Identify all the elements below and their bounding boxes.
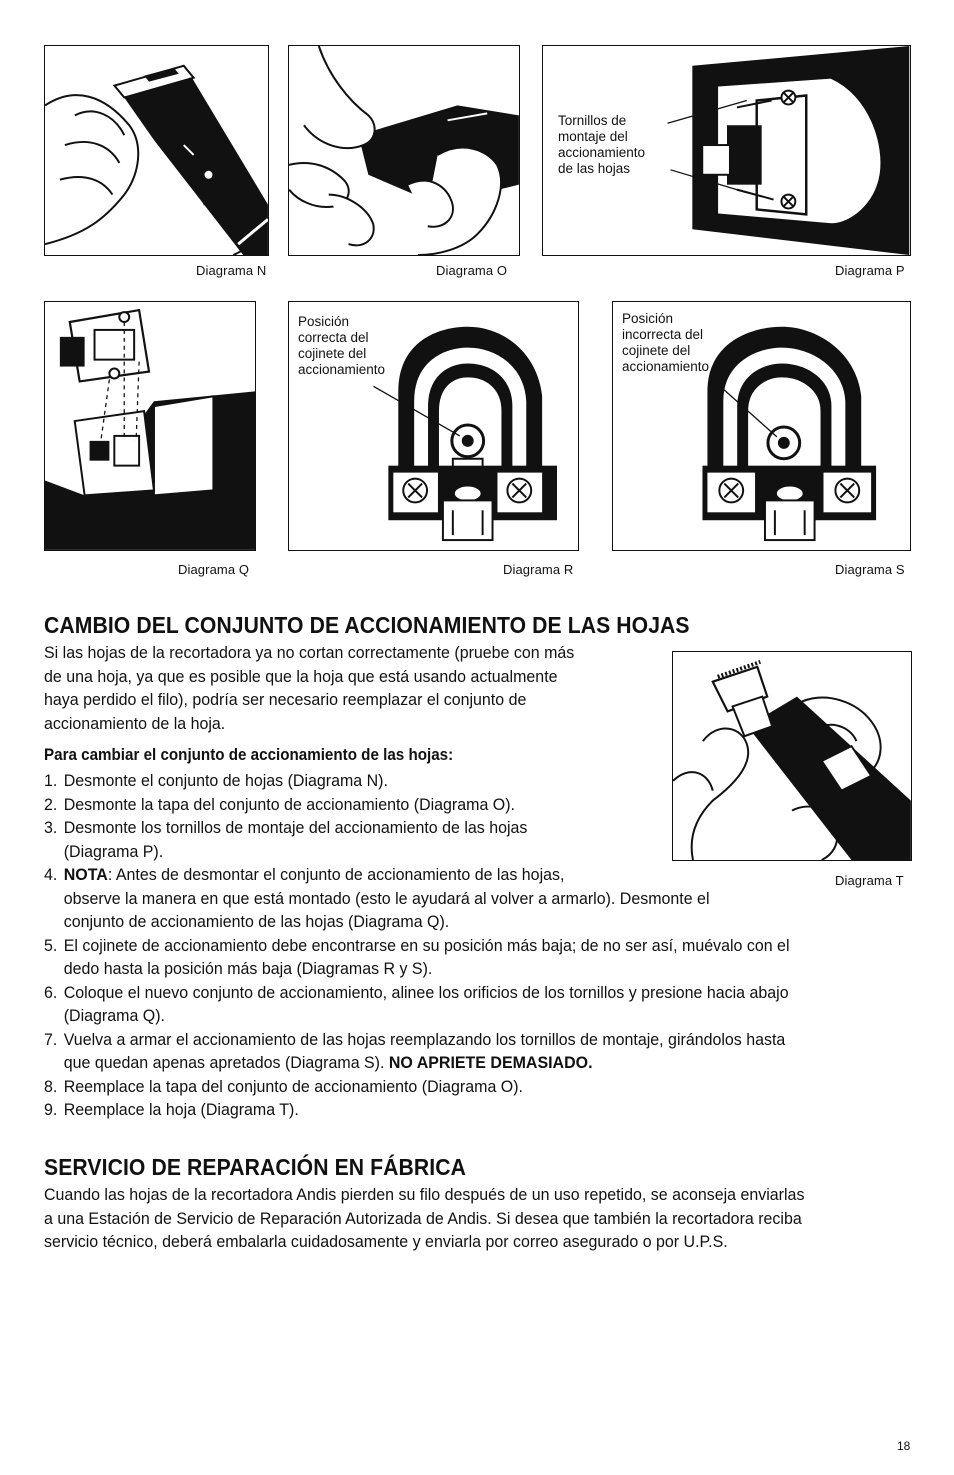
step-number: 9.	[44, 1100, 58, 1119]
list-item	[44, 769, 890, 793]
callout-line: cojinete del	[298, 346, 367, 361]
callout-line: montaje del	[558, 129, 628, 144]
step-number: 5.	[44, 935, 58, 955]
list-item	[44, 934, 890, 981]
list-item	[44, 816, 890, 863]
callout-line: cojinete del	[622, 343, 691, 358]
note-label: NOTA	[63, 865, 108, 884]
callout-line: correcta del	[298, 330, 369, 345]
step-text: Coloque el nuevo conjunto de accionamiento, alinee los orificios de los tornillos y presione hacia abajo	[63, 982, 789, 1002]
callout-line: Tornillos de	[558, 113, 627, 128]
callout-line: Posición	[622, 311, 674, 326]
step-text: Desmonte la tapa del conjunto de accionamiento (Diagrama O).	[63, 794, 515, 814]
page-number: 18	[897, 1439, 911, 1453]
section-intro	[44, 641, 646, 735]
diagram-o-figure	[288, 45, 520, 256]
procedure-subtitle: Para cambiar el conjunto de accionamiento de las hojas:	[44, 746, 454, 764]
diagram-t-caption: Diagrama T	[835, 873, 904, 888]
step-text: conjunto de accionamiento de las hojas (Diagrama Q).	[63, 912, 450, 931]
step-text: Vuelva a armar el accionamiento de las hojas reemplazando los tornillos de montaje, girándolos hasta	[63, 1029, 786, 1049]
text-line: de una hoja, ya que es posible que la hoja que está usando actualmente	[44, 666, 558, 686]
step-number: 7.	[44, 1029, 58, 1049]
diagram-p-callout	[558, 113, 645, 177]
list-item	[44, 1075, 890, 1099]
diagram-q-figure	[44, 301, 256, 551]
list-item	[44, 981, 890, 1028]
step-text: (Diagrama Q).	[63, 1006, 165, 1025]
diagram-p-caption: Diagrama P	[835, 263, 905, 278]
step-number: 2.	[44, 794, 58, 814]
step-text: Desmonte los tornillos de montaje del accionamiento de las hojas	[63, 818, 528, 837]
callout-line: accionamiento	[622, 359, 710, 374]
list-item	[44, 863, 890, 934]
warning-text: NO APRIETE DEMASIADO.	[388, 1053, 593, 1072]
step-text: : Antes de desmontar el conjunto de accionamiento de las hojas,	[107, 865, 565, 884]
diagram-r-callout	[298, 314, 385, 378]
step-number: 6.	[44, 982, 58, 1002]
diagram-s-callout	[622, 311, 709, 375]
text-line: servicio técnico, deberá embalarla cuidadosamente y enviarla por correo asegurado o por U.P.S.	[44, 1232, 728, 1251]
diagram-o-caption: Diagrama O	[436, 263, 508, 278]
callout-line: accionamiento	[298, 362, 386, 377]
text-line: Si las hojas de la recortadora ya no cortan correctamente (pruebe con más	[44, 643, 575, 662]
step-text: El cojinete de accionamiento debe encontrarse en su posición más baja; de no ser así, muévalo con el	[63, 935, 790, 955]
step-text: (Diagrama P).	[63, 841, 164, 861]
step-text: Reemplace la tapa del conjunto de accionamiento (Diagrama O).	[63, 1076, 523, 1096]
step-number: 4.	[44, 865, 58, 884]
diagram-n-figure	[44, 45, 269, 256]
list-item	[44, 1098, 890, 1122]
step-text: Desmonte el conjunto de hojas (Diagrama N).	[63, 771, 388, 790]
step-number: 3.	[44, 818, 58, 837]
diagram-s-caption: Diagrama S	[835, 562, 905, 577]
step-text: dedo hasta la posición más baja (Diagramas R y S).	[63, 959, 433, 978]
section-title-factory-service: SERVICIO DE REPARACIÓN EN FÁBRICA	[44, 1154, 466, 1180]
diagram-q-caption: Diagrama Q	[178, 562, 250, 577]
callout-line: Posición	[298, 314, 350, 329]
step-number: 8.	[44, 1076, 58, 1096]
drive-assembly-removal-illustration	[45, 302, 255, 550]
factory-service-text	[44, 1183, 918, 1254]
section-title-drive-replacement: CAMBIO DEL CONJUNTO DE ACCIONAMIENTO DE LAS HOJAS	[44, 612, 690, 638]
step-number: 1.	[44, 771, 58, 790]
text-line: accionamiento de la hoja.	[44, 713, 226, 733]
diagram-r-caption: Diagrama R	[503, 562, 574, 577]
procedure-steps	[44, 769, 890, 1122]
text-line: a una Estación de Servicio de Reparación Autorizada de Andis. Si desea que también la recortadora reciba	[44, 1208, 802, 1228]
callout-line: accionamiento	[558, 145, 646, 160]
text-line: haya perdido el filo), podría ser necesario reemplazar el conjunto de	[44, 690, 527, 709]
list-item	[44, 1028, 890, 1075]
list-item	[44, 793, 890, 817]
text-line: Cuando las hojas de la recortadora Andis pierden su filo después de un uso repetido, se aconseja enviarlas	[44, 1185, 805, 1204]
hands-removing-blade-illustration	[45, 46, 268, 255]
callout-line: de las hojas	[558, 161, 631, 176]
diagram-n-caption: Diagrama N	[196, 263, 267, 278]
diagram-s-figure	[612, 301, 911, 551]
step-text: Reemplace la hoja (Diagrama T).	[63, 1100, 299, 1119]
diagram-r-figure	[288, 301, 579, 551]
step-text: que quedan apenas apretados (Diagrama S).	[63, 1053, 389, 1072]
step-text: observe la manera en que está montado (esto le ayudará al volver a armarlo). Desmonte el	[63, 888, 710, 908]
hands-removing-cover-illustration	[289, 46, 519, 255]
callout-line: incorrecta del	[622, 327, 704, 342]
diagram-p-figure	[542, 45, 911, 256]
